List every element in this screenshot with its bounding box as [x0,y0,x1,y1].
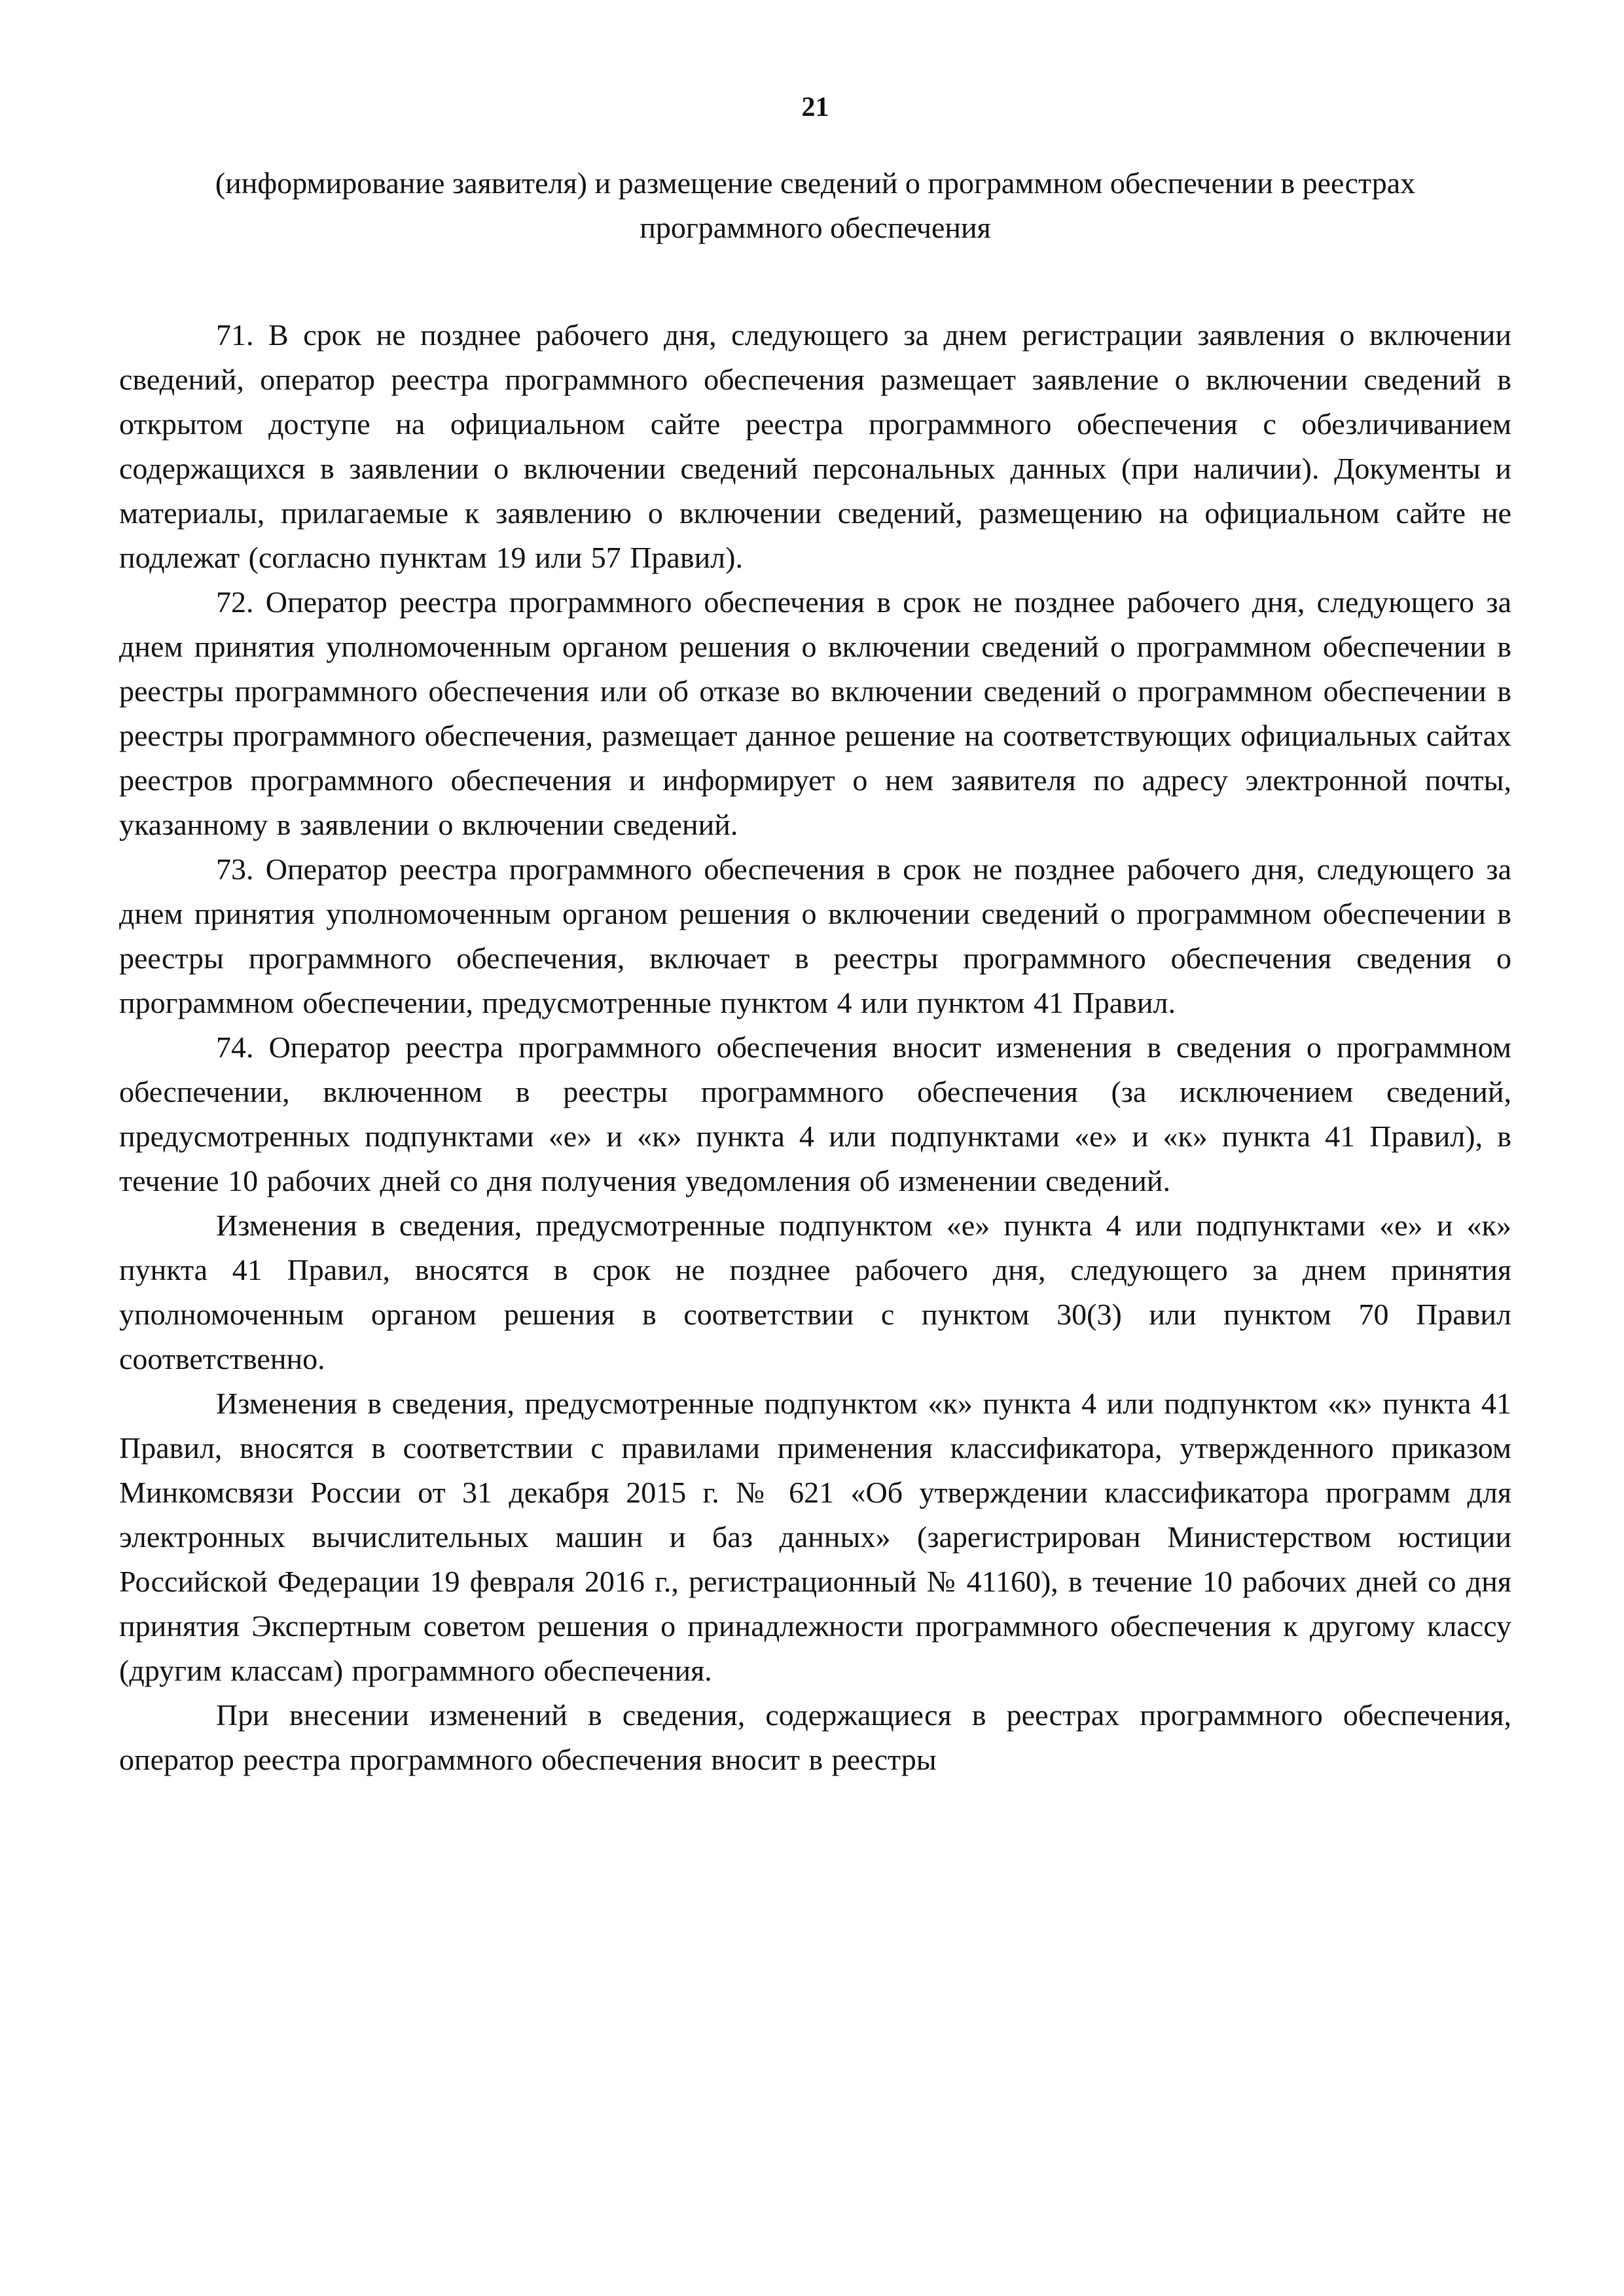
paragraph-74-subparagraph-1: Изменения в сведения, предусмотренные подпунктом «е» пункта 4 или подпунктами «е» и «к» пункта 41 Правил, вносятся в срок не позднее рабочего дня, следующего за днем принятия уполномоченным органом решения в соответствии с пунктом 30(3) или пунктом 70 Правил соответственно. [119,1209,1511,1376]
paragraph-74: 74. Оператор реестра программного обеспечения вносит изменения в сведения о программном обеспечении, включенном в реестры программного обеспечения (за исключением сведений, предусмотренных подпунктами «е» и «к» пункта 4 или подпунктами «е» и «к» пункта 41 Правил), в течение 10 рабочих дней со дня получения уведомления об изменении сведений. [119,1030,1511,1197]
paragraph-71: 71. В срок не позднее рабочего дня, следующего за днем регистрации заявления о включении сведений, оператор реестра программного обеспечения размещает заявление о включении сведений в открытом доступе на официальном сайте реестра программного обеспечения с обезличиванием содержащихся в заявлении о включении сведений персональных данных (при наличии). Документы и материалы, прилагаемые к заявлению о включении сведений, размещению на официальном сайте не подлежат (согласно пунктам 19 или 57 Правил). [119,318,1511,574]
page-number: 21 [801,92,829,122]
paragraph-73: 73. Оператор реестра программного обеспечения в срок не позднее рабочего дня, следующего за днем принятия уполномоченным органом решения о включении сведений о программном обеспечении в реестры программного обеспечения, включает в реестры программного обеспечения сведения о программном обеспечении, предусмотренные пунктом 4 или пунктом 41 Правил. [119,852,1511,1019]
section-heading: (информирование заявителя) и размещение сведений о программном обеспечении в реестрах программного обеспечения [215,166,1416,244]
paragraph-72: 72. Оператор реестра программного обеспечения в срок не позднее рабочего дня, следующего за днем принятия уполномоченным органом решения о включении сведений о программном обеспечении в реестры программного обеспечения или об отказе во включении сведений о программном обеспечении в реестры программного обеспечения, размещает данное решение на соответствующих официальных сайтах реестров программного обеспечения и информирует о нем заявителя по адресу электронной почты, указанному в заявлении о включении сведений. [119,585,1511,841]
document-body [119,313,1511,1782]
paragraph-74-subparagraph-2: Изменения в сведения, предусмотренные подпунктом «к» пункта 4 или подпунктом «к» пункта 41 Правил, вносятся в соответствии с правилами применения классификатора, утвержденного приказом Минкомсвязи России от 31 декабря 2015 г. № 621 «Об утверждении классификатора программ для электронных вычислительных машин и баз данных» (зарегистрирован Министерством юстиции Российской Федерации 19 февраля 2016 г., регистрационный № 41160), в течение 10 рабочих дней со дня принятия Экспертным советом решения о принадлежности программного обеспечения к другому классу (другим классам) программного обеспечения. [119,1387,1511,1687]
paragraph-closing: При внесении изменений в сведения, содержащиеся в реестрах программного обеспечения, оператор реестра программного обеспечения вносит в реестры [119,1698,1511,1776]
